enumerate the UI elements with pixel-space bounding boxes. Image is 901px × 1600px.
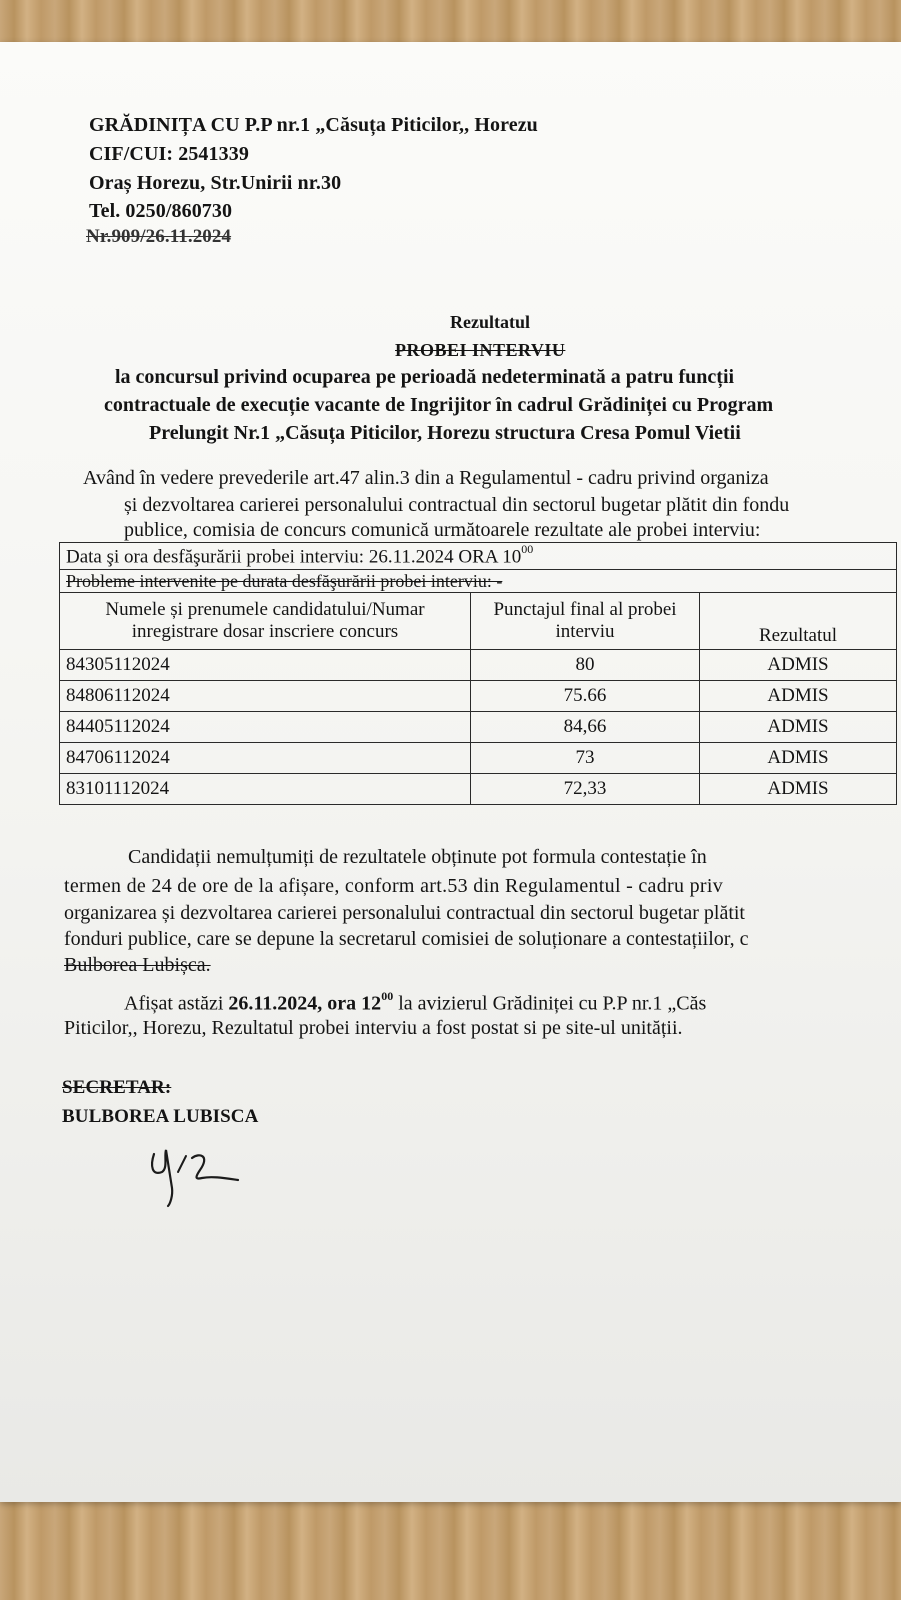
candidate-id: 84305112024: [60, 650, 471, 681]
table-row: [60, 743, 897, 774]
posted-sup: 00: [381, 989, 394, 1003]
candidate-result: ADMIS: [700, 712, 897, 743]
title-line5: Prelungit Nr.1 „Căsuța Piticilor, Horezu structura Cresa Pomul Vietii: [149, 422, 741, 444]
title-line4: contractuale de execuție vacante de Ingrijitor în cadrul Grădiniței cu Program: [104, 394, 774, 416]
posted-line2: Piticilor,, Horezu, Rezultatul probei interviu a fost postat si pe site-ul unității.: [64, 1017, 683, 1039]
table-row: [60, 712, 897, 743]
table-row: [60, 774, 897, 805]
candidate-score: 73: [471, 743, 700, 774]
contest-line1: Candidații nemulțumiți de rezultatele obținute pot formula contestație în: [128, 846, 707, 868]
interview-time-sup: 00: [521, 541, 534, 556]
title-probei: PROBEI INTERVIU: [395, 340, 566, 360]
candidate-id: 84706112024: [60, 743, 471, 774]
candidate-id: 84806112024: [60, 681, 471, 712]
candidate-score: 72,33: [471, 774, 700, 805]
date-row: [60, 543, 897, 570]
signature-role: SECRETAR:: [62, 1077, 172, 1098]
candidate-score: 84,66: [471, 712, 700, 743]
fiscal-code: CIF/CUI: 2541339: [89, 143, 249, 165]
interview-date: Data şi ora desfăşurării probei interviu: 26.11.2024 ORA 10: [66, 546, 522, 568]
candidate-result: ADMIS: [700, 681, 897, 712]
contest-line3: organizarea și dezvoltarea carierei personalului contractual din sectorul bugetar plătit: [64, 902, 745, 924]
table-row: [60, 681, 897, 712]
contest-line4: fonduri publice, care se depune la secretarul comisiei de soluționare a contestațiilor, c: [64, 928, 749, 950]
table-row: [60, 650, 897, 681]
candidate-score: 80: [471, 650, 700, 681]
posted-suffix: la avizierul Grădiniței cu P.P nr.1 „Căs: [393, 992, 707, 1015]
title-rezultatul: Rezultatul: [450, 312, 530, 332]
candidate-id: 83101112024: [60, 774, 471, 805]
candidate-result: ADMIS: [700, 650, 897, 681]
phone: Tel. 0250/860730: [89, 200, 233, 222]
posted-prefix: Afișat astăzi: [124, 992, 229, 1015]
title-line3: la concursul privind ocuparea pe perioadă nedeterminată a patru funcții: [115, 366, 735, 388]
intro-line2: și dezvoltarea carierei personalului contractual din sectorul bugetar plătit din fondu: [124, 494, 790, 516]
intro-line3: publice, comisia de concurs comunică următoarele rezultate ale probei interviu:: [124, 519, 761, 541]
table-header-row: [60, 593, 897, 650]
address: Oraș Horezu, Str.Unirii nr.30: [89, 172, 342, 194]
candidate-score: 75.66: [471, 681, 700, 712]
candidate-id: 84405112024: [60, 712, 471, 743]
posted-date: 26.11.2024, ora 12: [228, 992, 382, 1015]
intro-line1: Având în vedere prevederile art.47 alin.3 din a Regulamentul - cadru privind organiza: [83, 467, 769, 489]
candidate-result: ADMIS: [700, 743, 897, 774]
col-header-score: Punctajul final al probei interviu: [471, 593, 700, 650]
registration-number: Nr.909/26.11.2024: [86, 226, 232, 247]
candidate-result: ADMIS: [700, 774, 897, 805]
posted-line1: [124, 991, 706, 1016]
results-table: [59, 542, 897, 805]
institution-name: GRĂDINIȚA CU P.P nr.1 „Căsuța Piticilor,, Horezu: [89, 114, 538, 136]
problems-text: Probleme intervenite pe durata desfăşurării probei interviu: -: [60, 570, 897, 593]
col-header-result: Rezultatul: [700, 593, 897, 650]
signature-name: BULBOREA LUBISCA: [62, 1106, 259, 1127]
handwritten-signature: [140, 1142, 250, 1212]
col-header-candidate: Numele și prenumele candidatului/Numar inregistrare dosar inscriere concurs: [60, 593, 471, 650]
document-page: [0, 42, 901, 1502]
contest-line5: Bulborea Lubișca.: [64, 954, 211, 976]
problems-row: [60, 570, 897, 593]
contest-line2: termen de 24 de ore de la afișare, conform art.53 din Regulamentul - cadru priv: [64, 875, 724, 897]
